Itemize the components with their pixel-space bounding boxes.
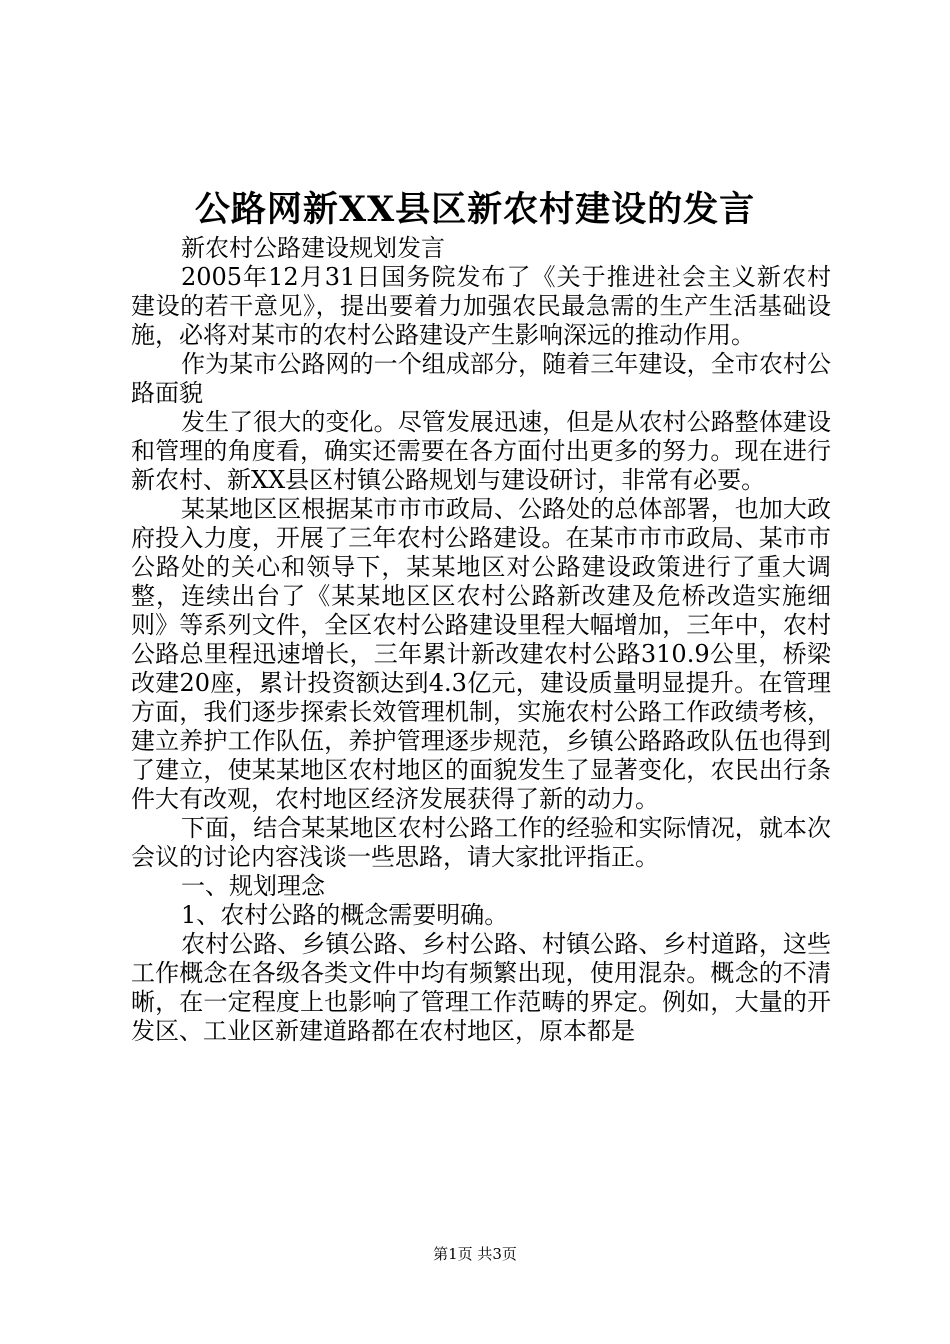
paragraph: 新农村公路建设规划发言 <box>181 234 445 262</box>
paragraph: 2005年12月31日国务院发布了《关于推进社会主义新农村建设的若干意见》，提出要着力加强农民最急需的生产生活基础设施，必将对某市的农村公路建设产生影响深远的推动作用。 <box>131 263 831 349</box>
paragraph: 农村公路、乡镇公路、乡村公路、村镇公路、乡村道路，这些工作概念在各级各类文件中均有频繁出现，使用混杂。概念的不清晰，在一定程度上也影响了管理工作范畴的界定。例如，大量的开发区、工业区新建道路都在农村地区，原本都是 <box>131 930 831 1045</box>
section-heading: 一、规划理念 <box>181 872 325 900</box>
paragraph: 某某地区区根据某市市市政局、公路处的总体部署，也加大政府投入力度，开展了三年农村公路建设。在某市市市政局、某市市公路处的关心和领导下，某某地区对公路建设政策进行了重大调整，连续出台了《某某地区区农村公路新改建及危桥改造实施细则》等系列文件，全区农村公路建设里程大幅增加，三年中，农村公路总里程迅速增长，三年累计新改建农村公路310.9公里，桥梁改建20座，累计投资额达到4.3亿元，建设质量明显提升。在管理方面，我们逐步探索长效管理机制，实施农村公路工作政绩考核，建立养护工作队伍，养护管理逐步规范，乡镇公路路政队伍也得到了建立，使某某地区农村地区的面貌发生了显著变化，农民出行条件大有改观，农村地区经济发展获得了新的动力。 <box>131 495 831 813</box>
document-body <box>131 234 831 1046</box>
paragraph: 发生了很大的变化。尽管发展迅速，但是从农村公路整体建设和管理的角度看，确实还需要在各方面付出更多的努力。现在进行新农村、新XX县区村镇公路规划与建设研讨，非常有必要。 <box>131 408 831 494</box>
subsection-heading: 1、农村公路的概念需要明确。 <box>181 901 509 929</box>
paragraph: 作为某市公路网的一个组成部分，随着三年建设，全市农村公路面貌 <box>131 350 831 407</box>
page-footer: 第1页 共3页 <box>433 1245 517 1263</box>
paragraph: 下面，结合某某地区农村公路工作的经验和实际情况，就本次会议的讨论内容浅谈一些思路，请大家批评指正。 <box>131 814 831 871</box>
document-title: 公路网新XX县区新农村建设的发言 <box>194 189 756 230</box>
